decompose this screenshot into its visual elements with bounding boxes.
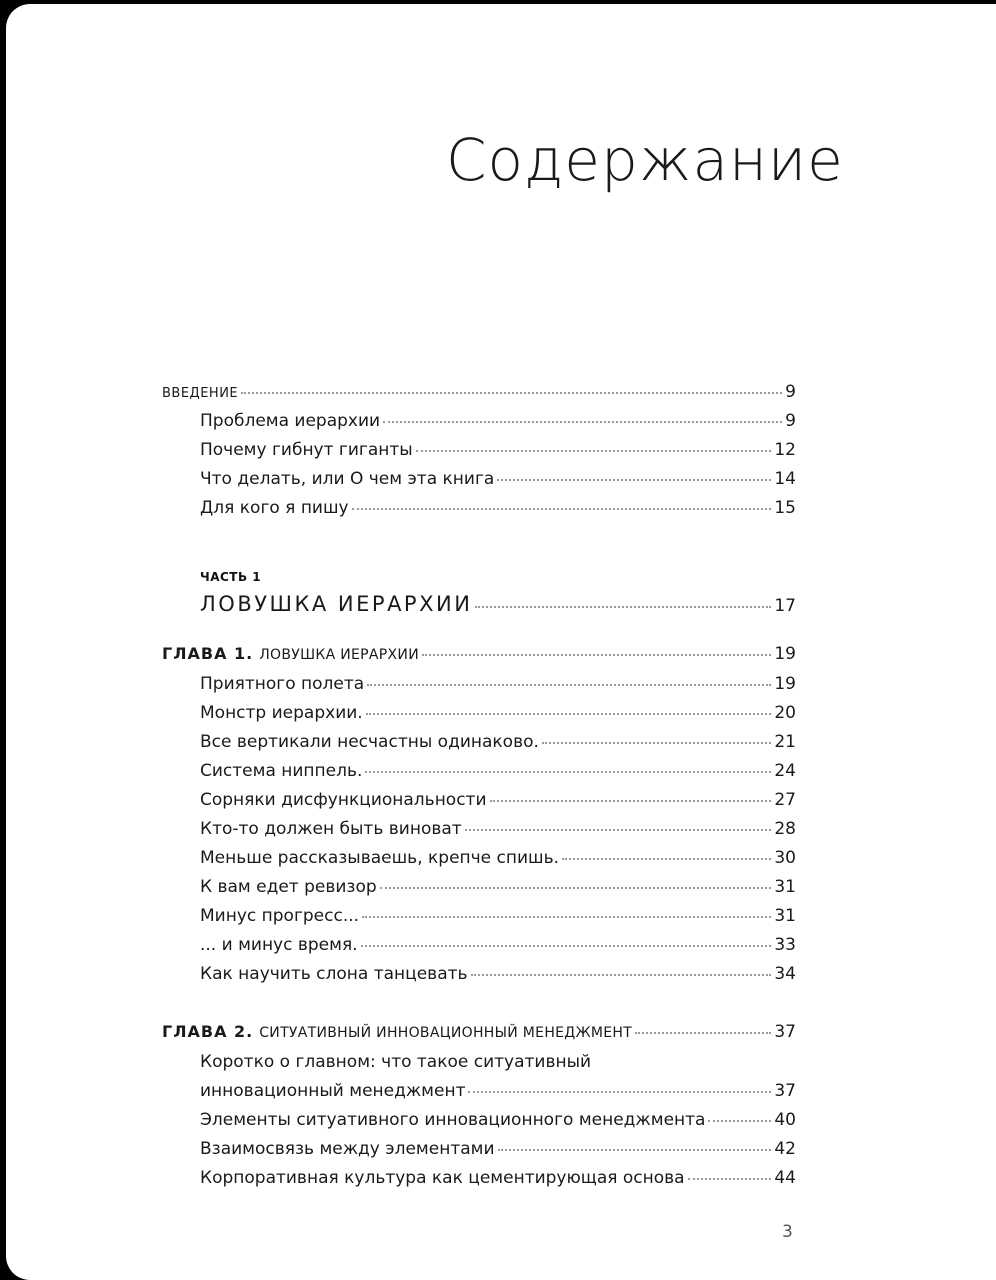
part-title: ЛОВУШКА ИЕРАРХИИ (200, 592, 473, 616)
toc-entry-intro[interactable] (162, 382, 796, 402)
toc-entry-page: 14 (774, 469, 796, 489)
toc-entry[interactable] (200, 703, 796, 723)
toc-entry[interactable] (200, 848, 796, 868)
toc-entry-page: 42 (774, 1139, 796, 1159)
leader-dots (383, 421, 782, 423)
part-label: ЧАСТЬ 1 (200, 570, 262, 584)
chapter-heading (162, 1022, 632, 1042)
toc-entry-page: 9 (785, 382, 796, 402)
toc-entry-page: 31 (774, 877, 796, 897)
toc-entry-chapter[interactable] (162, 644, 796, 664)
toc-entry-page: 31 (774, 906, 796, 926)
toc-entry-label: Что делать, или О чем эта книга (200, 469, 495, 489)
toc-entry[interactable] (200, 411, 796, 431)
toc-entry-label: Минус прогресс... (200, 906, 360, 926)
leader-dots (241, 392, 782, 394)
leader-dots (542, 742, 771, 744)
toc-entry-label: Для кого я пишу (200, 498, 349, 518)
leader-dots (468, 1091, 771, 1093)
toc-entry-page: 15 (774, 498, 796, 518)
leader-dots (635, 1032, 771, 1034)
chapter-title: ЛОВУШКА ИЕРАРХИИ (259, 647, 419, 663)
toc-entry[interactable] (200, 469, 796, 489)
toc-entry-label: Взаимосвязь между элементами (200, 1139, 495, 1159)
toc-entry[interactable] (200, 906, 796, 926)
leader-dots (365, 771, 771, 773)
leader-dots (352, 508, 772, 510)
toc-entry-label: Все вертикали несчастны одинаково. (200, 732, 539, 752)
toc-entry-label: Корпоративная культура как цементирующая основа (200, 1168, 685, 1188)
toc-entry[interactable] (200, 877, 796, 897)
toc-entry-page: 34 (774, 964, 796, 984)
chapter-prefix: ГЛАВА 2. (162, 1022, 254, 1041)
toc-entry-label: ВВЕДЕНИЕ (162, 386, 239, 401)
toc-entry-page: 19 (774, 644, 796, 664)
toc-entry-page: 20 (774, 703, 796, 723)
leader-dots (367, 684, 771, 686)
toc-entry-part[interactable] (200, 592, 796, 616)
toc-entry-page: 24 (774, 761, 796, 781)
toc-entry[interactable] (200, 1081, 796, 1101)
leader-dots (708, 1120, 771, 1122)
toc-entry-label: Элементы ситуативного инновационного менеджмента (200, 1110, 706, 1130)
toc-entry-label: К вам едет ревизор (200, 877, 377, 897)
toc-entry-chapter[interactable] (162, 1022, 796, 1042)
toc-entry-label: инновационный менеджмент (200, 1081, 466, 1101)
toc-entry[interactable] (200, 440, 796, 460)
toc-entry-label: Почему гибнут гиганты (200, 440, 413, 460)
toc-entry[interactable] (200, 1110, 796, 1130)
leader-dots (688, 1178, 772, 1180)
toc-entry-label: Система ниппель. (200, 761, 363, 781)
toc-entry-page: 37 (774, 1081, 796, 1101)
leader-dots (562, 858, 771, 860)
leader-dots (366, 713, 772, 715)
toc-entry-label: Проблема иерархии (200, 411, 381, 431)
leader-dots (422, 654, 771, 656)
toc-entry[interactable] (200, 1139, 796, 1159)
leader-dots (475, 606, 771, 608)
toc-entry-label: Кто-то должен быть виноват (200, 819, 462, 839)
toc-entry-label: Монстр иерархии. (200, 703, 363, 723)
leader-dots (471, 974, 772, 976)
toc-entry-page: 21 (774, 732, 796, 752)
toc-entry[interactable] (200, 732, 796, 752)
leader-dots (497, 479, 771, 481)
toc-entry[interactable] (200, 935, 796, 955)
toc-entry[interactable] (200, 964, 796, 984)
leader-dots (362, 916, 771, 918)
toc-entry-label: Как научить слона танцевать (200, 964, 468, 984)
toc-entry-page: 33 (774, 935, 796, 955)
toc-entry-page: 40 (774, 1110, 796, 1130)
toc-entry-label: Приятного полета (200, 674, 365, 694)
chapter-title: СИТУАТИВНЫЙ ИННОВАЦИОННЫЙ МЕНЕДЖМЕНТ (259, 1025, 633, 1041)
toc-entry[interactable] (200, 761, 796, 781)
page-title: Содержание (446, 126, 844, 194)
toc-entry-page: 9 (785, 411, 796, 431)
toc-entry-page: 27 (774, 790, 796, 810)
leader-dots (416, 450, 772, 452)
toc-entry-page: 30 (774, 848, 796, 868)
leader-dots (361, 945, 772, 947)
chapter-heading (162, 644, 419, 664)
page-number: 3 (782, 1222, 793, 1242)
toc-entry-label: ... и минус время. (200, 935, 358, 955)
toc-entry-page: 44 (774, 1168, 796, 1188)
chapter-prefix: ГЛАВА 1. (162, 644, 254, 663)
toc-entry-page: 17 (774, 596, 796, 616)
toc-entry-label: Сорняки дисфункциональности (200, 790, 487, 810)
toc-entry-page: 28 (774, 819, 796, 839)
toc-entry[interactable] (200, 1168, 796, 1188)
toc-entry-label-line1[interactable]: Коротко о главном: что такое ситуативный (200, 1052, 592, 1072)
toc-entry[interactable] (200, 498, 796, 518)
toc-entry-label: Меньше рассказываешь, крепче спишь. (200, 848, 560, 868)
toc-entry-page: 37 (774, 1022, 796, 1042)
leader-dots (490, 800, 772, 802)
book-page (6, 4, 996, 1280)
toc-entry[interactable] (200, 819, 796, 839)
toc-entry-page: 19 (774, 674, 796, 694)
leader-dots (380, 887, 772, 889)
toc-entry[interactable] (200, 674, 796, 694)
leader-dots (498, 1149, 772, 1151)
leader-dots (465, 829, 772, 831)
toc-entry[interactable] (200, 790, 796, 810)
toc-entry-page: 12 (774, 440, 796, 460)
